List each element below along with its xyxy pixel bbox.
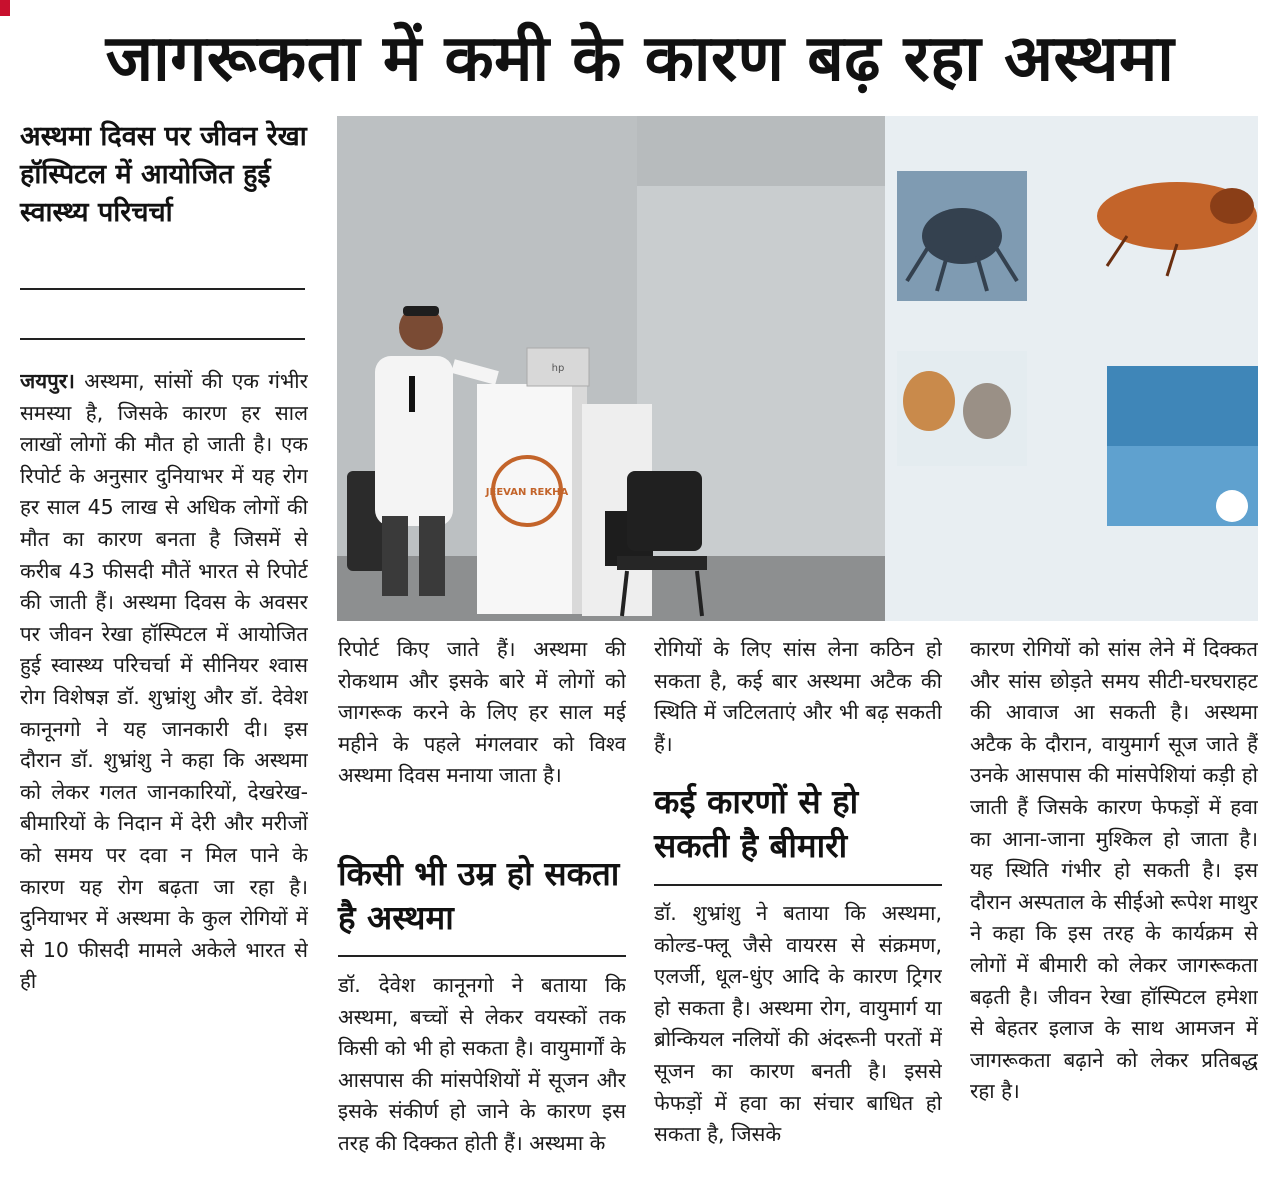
column2-section-text: डॉ. देवेश कानूनगो ने बताया कि अस्थमा, बच्चों से लेकर वयस्कों तक किसी को भी हो सकता है। वायुमार्गों के आसपास की मांसपेशियों में सूजन और इसके संकीर्ण हो जाने के कारण इस तरह की दिक्कत होती हैं। अस्थमा के <box>338 973 626 1155</box>
section-heading-many-causes: कई कारणों से हो सकती है बीमारी <box>654 782 859 865</box>
column1-top-rule <box>20 338 305 340</box>
podium-logo-text: JEEVAN REKHA <box>485 487 569 498</box>
column1-body: अस्थमा, सांसों की एक गंभीर समस्या है, जिसके कारण हर साल लाखों लोगों की मौत हो जाती है। एक रिपोर्ट के अनुसार दुनियाभर में यह रोग हर साल 45 लाख से अधिक लोगों की मौत का कारण बनता है जिसमें से करीब 43 फीसदी मौतें भारत से रिपोर्ट की जाती हैं। अस्थमा दिवस के अवसर पर जीवन रेखा हॉस्पिटल में आयोजित हुई स्वास्थ्य परिचर्चा में सीनियर श्वास रोग विशेषज्ञ डॉ. शुभ्रांशु और डॉ. देवेश कानूनगो ने यह जानकारी दी। इस दौरान डॉ. शुभ्रांशु ने कहा कि अस्थमा को लेकर गलत जानकारियों, देखरेख-बीमारियों के निदान में देरी और मरीजों को समय पर दवा न मिल पाने के कारण यह रोग बढ़ता जा रहा है। दुनियाभर में अस्थमा के कुल रोगियों में से 10 फीसदी मामले अकेले भारत से ही <box>20 369 308 994</box>
dateline: जयपुर। <box>20 369 75 393</box>
column1-text <box>20 366 308 1196</box>
subheadline: अस्थमा दिवस पर जीवन रेखा हॉस्पिटल में आयोजित हुई स्वास्थ्य परिचर्चा <box>20 121 307 228</box>
column3-section-text: डॉ. शुभ्रांशु ने बताया कि अस्थमा, कोल्ड-फ्लू जैसे वायरस से संक्रमण, एलर्जी, धूल-धुंए आदि के कारण ट्रिगर हो सकता है। अस्थमा रोग, वायुमार्ग या ब्रोन्कियल नलियों की अंदरूनी परतों में सूजन का कारण बनती है। इससे फेफड़ों में हवा का संचार बाधित हो सकता है, जिसके <box>654 901 942 1147</box>
event-photo <box>337 116 1258 621</box>
laptop-brand-text: hp <box>551 363 565 374</box>
column3-section-rule <box>654 884 942 886</box>
column2-text: रिपोर्ट किए जाते हैं। अस्थमा की रोकथाम और इसके बारे में लोगों को जागरूक करने के लिए हर साल मई महीने के पहले मंगलवार को विश्व अस्थमा दिवस मनाया जाता है। <box>338 637 626 788</box>
section-heading-any-age: किसी भी उम्र हो सकता है अस्थमा <box>338 854 620 937</box>
headline: जागरूकता में कमी के कारण बढ़ रहा अस्थमा <box>105 22 1175 96</box>
column3-text: रोगियों के लिए सांस लेना कठिन हो सकता है, कई बार अस्थमा अटैक की स्थिति में जटिलताएं और भी बढ़ सकती हैं। <box>654 637 942 756</box>
subheadline-rule <box>20 288 305 290</box>
column4-text: कारण रोगियों को सांस लेने में दिक्कत और सांस छोड़ते समय सीटी-घरघराहट की आवाज आ सकती है। अस्थमा अटैक के दौरान, वायुमार्ग सूज जाते हैं उनके आसपास की मांसपेशियां कड़ी हो जाती हैं जिसके कारण फेफड़ों में हवा का आना-जाना मुश्किल हो जाता है। यह स्थिति गंभीर हो सकती है। इस दौरान अस्पताल के सीईओ रूपेश माथुर ने कहा कि इस तरह के कार्यक्रम से लोगों में बीमारी को लेकर जागरूकता बढ़ती है। जीवन रेखा हॉस्पिटल हमेशा से बेहतर इलाज के साथ आमजन में जागरूकता बढ़ाने को लेकर प्रतिबद्ध रहा है। <box>970 637 1258 1104</box>
column2-section-rule <box>338 955 626 957</box>
